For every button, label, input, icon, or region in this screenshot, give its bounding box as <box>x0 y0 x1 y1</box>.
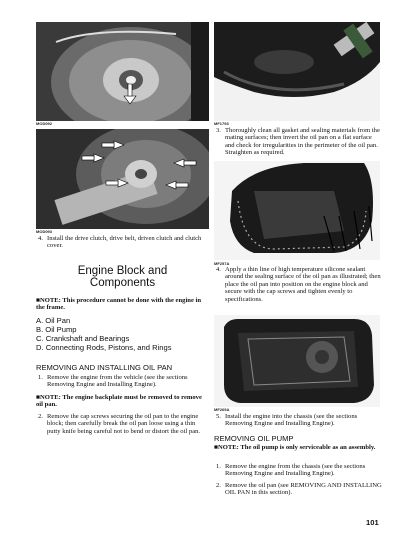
list-item: B. Oil Pump <box>36 325 77 334</box>
step-text: Remove the cap screws securing the oil pan to the engine block; then carefully break the oil pan loose using a thin putty knife being careful not to bend or distort the oil pan. <box>47 413 201 435</box>
figure-mf257a-sealant <box>214 161 380 260</box>
step-text: Remove the engine from the chassis (see the sections Removing Engine and Installing Engine). <box>225 463 366 478</box>
section-title-line2: Components <box>89 277 156 289</box>
step-text: Install the drive clutch, drive belt, driven clutch and clutch cover. <box>47 235 202 250</box>
note-text: The engine backplate must be removed to remove oil pan. <box>36 394 202 409</box>
note-backplate <box>36 394 209 409</box>
note-mark: ■NOTE: <box>36 297 61 304</box>
list-item: A. Oil Pan <box>36 316 71 325</box>
list-item: C. Crankshaft and Bearings <box>36 334 130 343</box>
figure-mod093-drive-shaft <box>36 129 209 229</box>
figure-caption-mf257a: MF257A <box>214 261 230 266</box>
section-title <box>36 265 209 289</box>
step-number: 4. <box>38 235 43 242</box>
step-number: 1. <box>38 374 43 381</box>
page-number: 101 <box>366 518 379 527</box>
step-number: 1. <box>216 463 221 470</box>
step-number: 2. <box>216 482 221 489</box>
step-text: Remove the engine from the vehicle (see the sections Removing Engine and Installing Engine). <box>47 374 188 389</box>
step-number: 3. <box>216 127 221 134</box>
figure-mf1793-oil-pan-cleaning <box>214 22 380 121</box>
figure-caption-mf1793: MF1793 <box>214 121 229 126</box>
figure-mod092-clutch-cover <box>36 22 209 121</box>
note-mark: ■NOTE: <box>36 394 61 401</box>
subhead-removing-oil-pump: REMOVING OIL PUMP <box>214 434 294 443</box>
step-text: Install the engine into the chassis (see the sections Removing Engine and Installing Engine). <box>225 413 358 428</box>
subhead-removing-installing-oil-pan: REMOVING AND INSTALLING OIL PAN <box>36 363 173 372</box>
step-text: Remove the oil pan (see REMOVING AND INSTALLING OIL PAN in this section). <box>225 482 382 497</box>
note-oil-pump-assembly <box>214 444 380 451</box>
note-engine-frame <box>36 297 209 312</box>
component-list <box>36 316 209 352</box>
step-text: Thoroughly clean all gasket and sealing materials from the mating surfaces; then invert the oil pan on a flat surface and check for irregularities in the perimeter of the oil pan. Straighten as required. <box>225 127 380 157</box>
note-text: The oil pump is only serviceable as an assembly. <box>240 444 376 451</box>
section-title-line1: Engine Block and <box>77 265 168 277</box>
note-mark: ■NOTE: <box>214 444 239 451</box>
step-number: 2. <box>38 413 43 420</box>
figure-caption-mf269a: MF269A <box>214 407 230 412</box>
note-text: This procedure cannot be done with the engine in the frame. <box>36 297 202 312</box>
figure-mf269a-oil-pan <box>214 315 380 407</box>
step-number: 5. <box>216 413 221 420</box>
step-number: 4. <box>216 266 221 273</box>
figure-caption-mod093: MOD093 <box>36 229 53 234</box>
step-text: Apply a thin line of high temperature silicone sealant around the sealing surface of the oil pan as illustrated; then place the oil pan into position on the engine block and secure with the cap screws and tighten evenly to specifications. <box>225 266 381 303</box>
figure-caption-mod092: MOD092 <box>36 121 53 126</box>
list-item: D. Connecting Rods, Pistons, and Rings <box>36 343 172 352</box>
